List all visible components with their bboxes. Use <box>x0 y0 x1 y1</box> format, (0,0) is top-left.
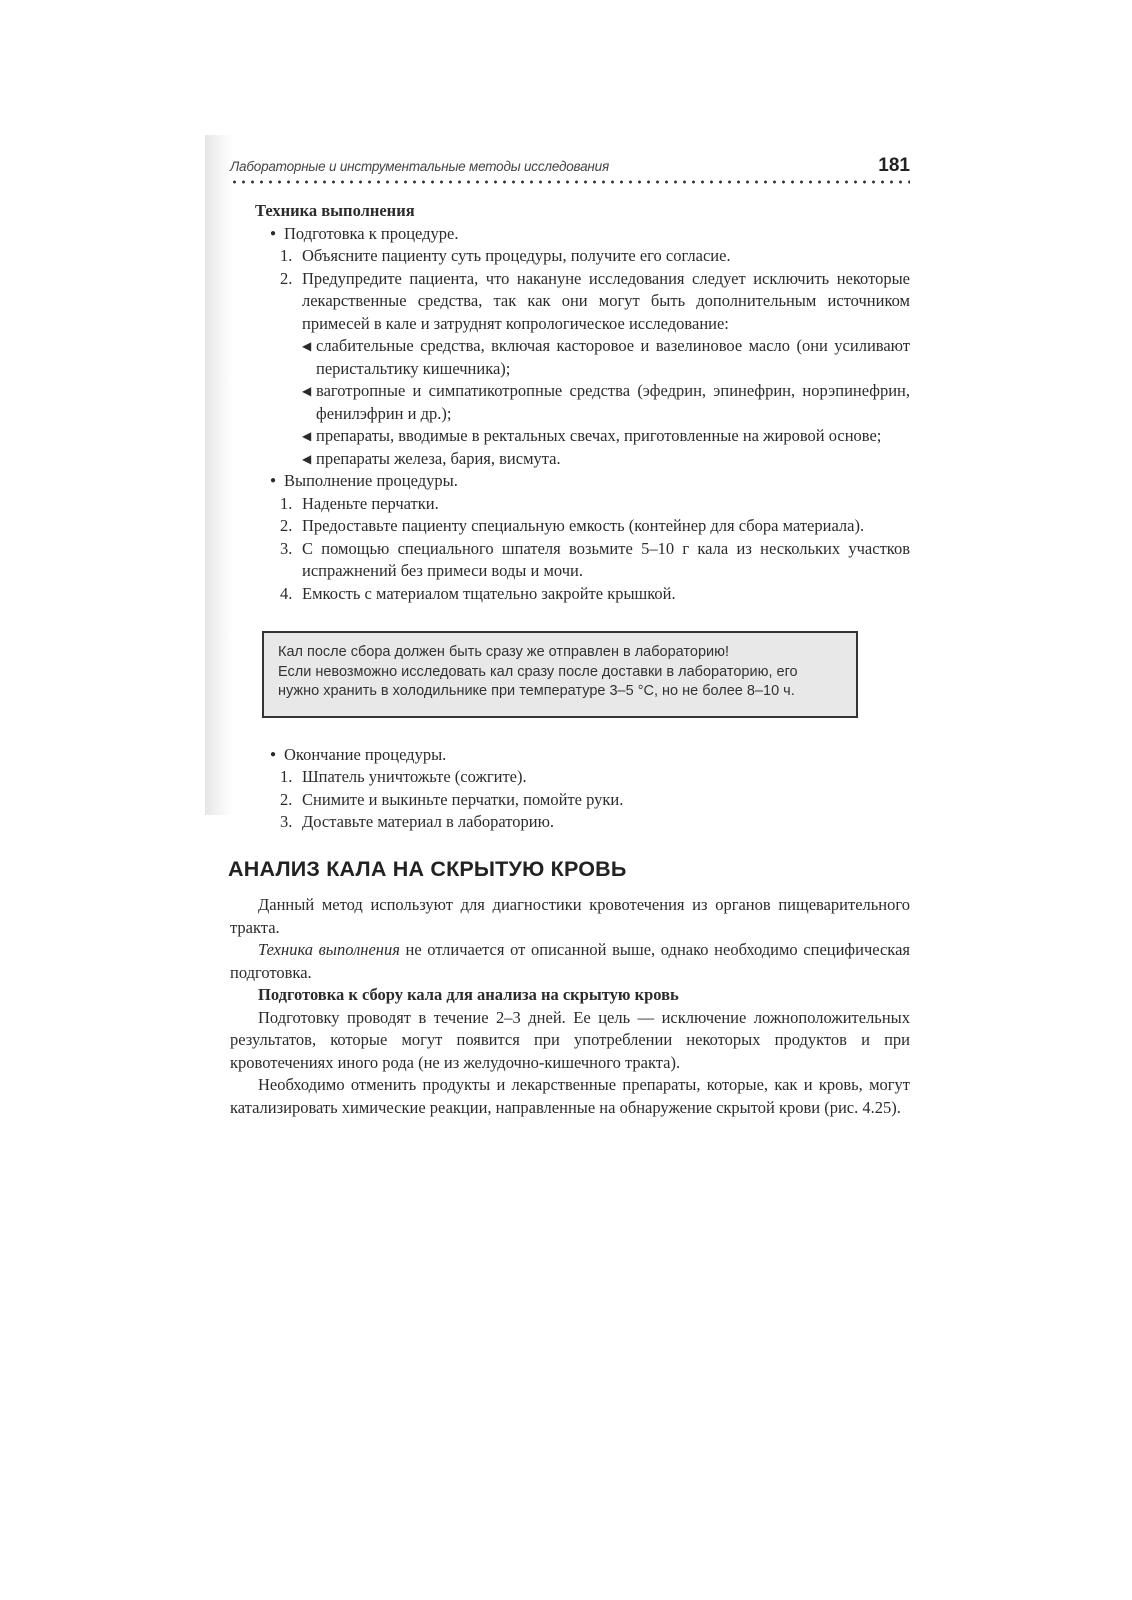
page-spine-shadow <box>205 135 233 815</box>
technique-heading: Техника выполнения <box>255 201 415 220</box>
drug-list-item: ◀ препараты, вводимые в ректальных свечах, приготовленные на жировой основе; <box>302 426 882 445</box>
paragraph: Данный метод используют для диагностики кровотечения из органов пищеварительного тракта. <box>230 895 910 937</box>
page-number: 181 <box>878 155 910 176</box>
end-step: 2. Снимите и выкиньте перчатки, помойте руки. <box>280 789 624 809</box>
drug-list-item: ◀ ваготропные и симпатикотропные средства (эфедрин, эпинефрин, норэпинефрин, фенилэфрин и др.); <box>302 381 910 423</box>
running-title: Лабораторные и инструментальные методы исследования <box>230 159 609 174</box>
note-line: Если невозможно исследовать кал сразу после доставки в лабораторию, его нужно хранить в холодильнике при температуре 3–5 °С, но не более 8–10 ч. <box>278 663 798 699</box>
page-content <box>230 200 910 1119</box>
end-step: 1. Шпатель уничтожьте (сожгите). <box>280 767 527 786</box>
drug-list-item: ◀ препараты железа, бария, висмута. <box>302 448 561 468</box>
drug-list-item: ◀ слабительные средства, включая касторовое и вазелиновое масло (они усиливают перистальтику кишечника); <box>302 336 910 378</box>
paragraph: Необходимо отменить продукты и лекарственные препараты, которые, как и кровь, могут катализировать химические реакции, направленные на обнаружение скрытой крови (рис. 4.25). <box>230 1075 910 1117</box>
dotted-rule <box>230 180 910 184</box>
paragraph: Подготовку проводят в течение 2–3 дней. Ее цель — исключение ложноположительных результатов, которые могут появится при употреблении некоторых продуктов и при кровотечениях иного рода (не из желудочно-кишечного тракта). <box>230 1007 910 1072</box>
paragraph: Техника выполнения не отличается от описанной выше, однако необходимо специфическая подготовка. <box>230 940 910 982</box>
exec-step: 2. Предоставьте пациенту специальную емкость (контейнер для сбора материала). <box>280 516 865 535</box>
note-line: Кал после сбора должен быть сразу же отправлен в лабораторию! <box>278 644 730 660</box>
exec-bullet: ● Выполнение процедуры. <box>270 470 910 493</box>
prep-step: 1. Объясните пациенту суть процедуры, получите его согласие. <box>280 246 731 265</box>
note-box <box>262 631 858 718</box>
end-bullet: ● Окончание процедуры. <box>270 744 910 767</box>
exec-step: 1. Наденьте перчатки. <box>280 493 439 513</box>
prep-step: 2. Предупредите пациента, что накануне исследования следует исключить некоторые лекарственные средства, так как они могут быть дополнительным источником примесей в кале и затруднят копрологическое исследование: <box>280 268 910 333</box>
section-title: АНАЛИЗ КАЛА НА СКРЫТУЮ КРОВЬ <box>228 856 627 881</box>
exec-step: 3. С помощью специального шпателя возьмите 5–10 г кала из нескольких участков испражнений без примеси воды и мочи. <box>280 538 910 580</box>
subsection-heading: Подготовка к сбору кала для анализа на скрытую кровь <box>258 985 679 1004</box>
end-step: 3. Доставьте материал в лабораторию. <box>280 812 555 831</box>
exec-step: 4. Емкость с материалом тщательно закройте крышкой. <box>280 583 676 603</box>
prep-bullet: ● Подготовка к процедуре. <box>270 223 910 246</box>
